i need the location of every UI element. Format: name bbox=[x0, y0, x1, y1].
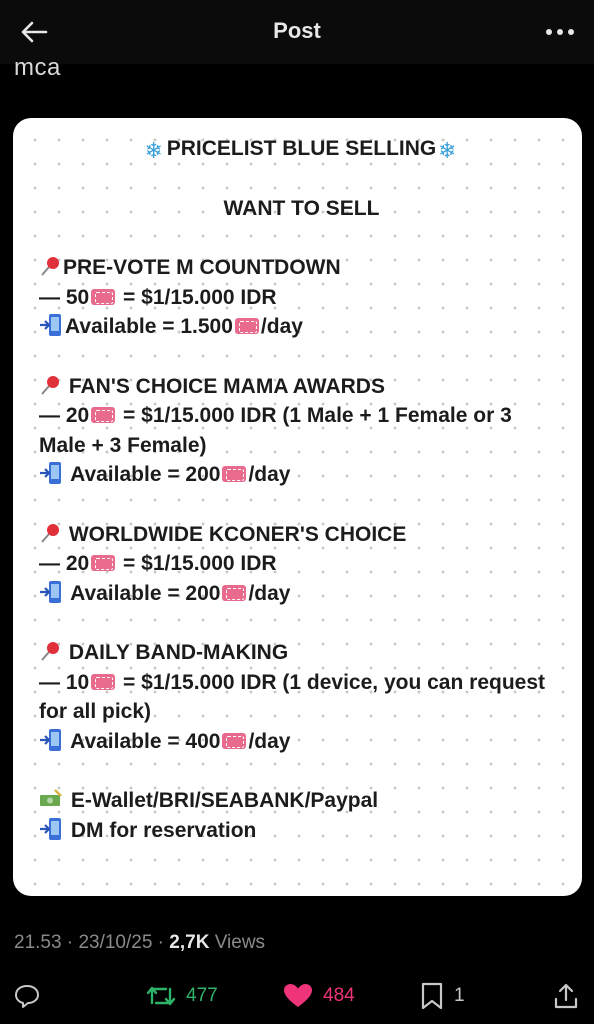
ticket-icon bbox=[222, 733, 246, 749]
pushpin-icon bbox=[39, 522, 61, 544]
ticket-icon bbox=[91, 407, 115, 423]
price-text: = $1/15.000 IDR bbox=[123, 552, 277, 575]
retweet-button[interactable] bbox=[146, 978, 218, 1014]
retweet-count: 477 bbox=[186, 985, 218, 1006]
phone-arrow-icon bbox=[39, 728, 63, 752]
phone-arrow-icon bbox=[39, 461, 63, 485]
section-band bbox=[39, 638, 564, 756]
phone-arrow-icon bbox=[39, 580, 63, 604]
action-bar bbox=[0, 978, 594, 1014]
availability-unit: /day bbox=[260, 315, 303, 338]
phone-arrow-icon bbox=[39, 313, 63, 337]
views-label: Views bbox=[214, 932, 266, 953]
bookmark-icon bbox=[420, 982, 444, 1010]
heart-icon bbox=[283, 983, 313, 1009]
price-text: = $1/15.000 IDR (1 Male + 1 Female or 3 Male + 3 Female) bbox=[39, 404, 512, 457]
availability-text: Available = 200 bbox=[70, 581, 221, 605]
section-heading: WORLDWIDE KCONER'S CHOICE bbox=[68, 522, 407, 546]
snowflake-icon: ❄ bbox=[144, 138, 163, 163]
views-count: 2,7K bbox=[169, 932, 210, 953]
dm-text: DM for reservation bbox=[70, 818, 257, 842]
post-time: 21.53 bbox=[14, 932, 62, 953]
section-prevote bbox=[39, 253, 564, 342]
price-text: = $1/15.000 IDR (1 device, you can request for all pick) bbox=[39, 670, 546, 723]
ticket-icon bbox=[91, 555, 115, 571]
pushpin-icon bbox=[39, 374, 61, 396]
phone-arrow-icon bbox=[39, 817, 63, 841]
section-heading: DAILY BAND-MAKING bbox=[68, 641, 289, 664]
availability-unit: /day bbox=[248, 581, 291, 605]
snowflake-icon: ❄ bbox=[438, 138, 457, 163]
section-mama bbox=[39, 372, 564, 490]
payment-methods: E-Wallet/BRI/SEABANK/Paypal bbox=[70, 789, 379, 812]
availability-text: Available = 400 bbox=[70, 729, 221, 753]
ticket-icon bbox=[222, 585, 246, 601]
ticket-icon bbox=[235, 318, 259, 334]
card-title: PRICELIST BLUE SELLING bbox=[166, 137, 437, 160]
share-button[interactable] bbox=[553, 978, 579, 1014]
card-title-row bbox=[39, 134, 564, 164]
price-qty: — 20 bbox=[39, 552, 90, 575]
payment-row bbox=[39, 786, 564, 816]
more-horizontal-icon bbox=[546, 29, 552, 35]
pushpin-icon bbox=[39, 255, 61, 277]
section-heading: PRE-VOTE M COUNTDOWN bbox=[63, 256, 341, 279]
availability-unit: /day bbox=[248, 729, 291, 753]
like-button[interactable] bbox=[283, 978, 355, 1014]
availability-text: Available = 200 bbox=[70, 463, 221, 486]
reply-icon bbox=[14, 983, 40, 1009]
ticket-icon bbox=[222, 466, 246, 482]
bookmark-button[interactable] bbox=[420, 978, 465, 1014]
price-text: = $1/15.000 IDR bbox=[123, 285, 277, 309]
previous-post-text: mca bbox=[14, 54, 61, 81]
like-count: 484 bbox=[323, 985, 355, 1006]
money-icon bbox=[39, 788, 63, 810]
ticket-icon bbox=[91, 674, 115, 690]
availability-unit: /day bbox=[248, 463, 291, 486]
post-meta: 21.53 · 23/10/25 · 2,7K Views bbox=[14, 932, 266, 953]
post-date: 23/10/25 bbox=[78, 932, 153, 953]
bookmark-count: 1 bbox=[454, 985, 465, 1006]
pushpin-icon bbox=[39, 640, 61, 662]
more-button[interactable] bbox=[542, 20, 578, 44]
retweet-icon bbox=[146, 983, 176, 1009]
price-qty: — 20 bbox=[39, 404, 90, 427]
card-subtitle: WANT TO SELL bbox=[223, 196, 380, 220]
availability-text: Available = 1.500 bbox=[65, 315, 233, 338]
ticket-icon bbox=[91, 289, 115, 305]
share-icon bbox=[553, 982, 579, 1010]
page-title: Post bbox=[273, 18, 321, 43]
section-heading: FAN'S CHOICE MAMA AWARDS bbox=[68, 374, 385, 398]
post-image-card[interactable] bbox=[13, 118, 582, 896]
dm-row bbox=[39, 816, 564, 846]
price-qty: — 10 bbox=[39, 670, 90, 694]
price-qty: — 50 bbox=[39, 285, 90, 309]
top-bar bbox=[0, 0, 594, 64]
reply-button[interactable] bbox=[14, 978, 40, 1014]
section-kcon bbox=[39, 520, 564, 609]
